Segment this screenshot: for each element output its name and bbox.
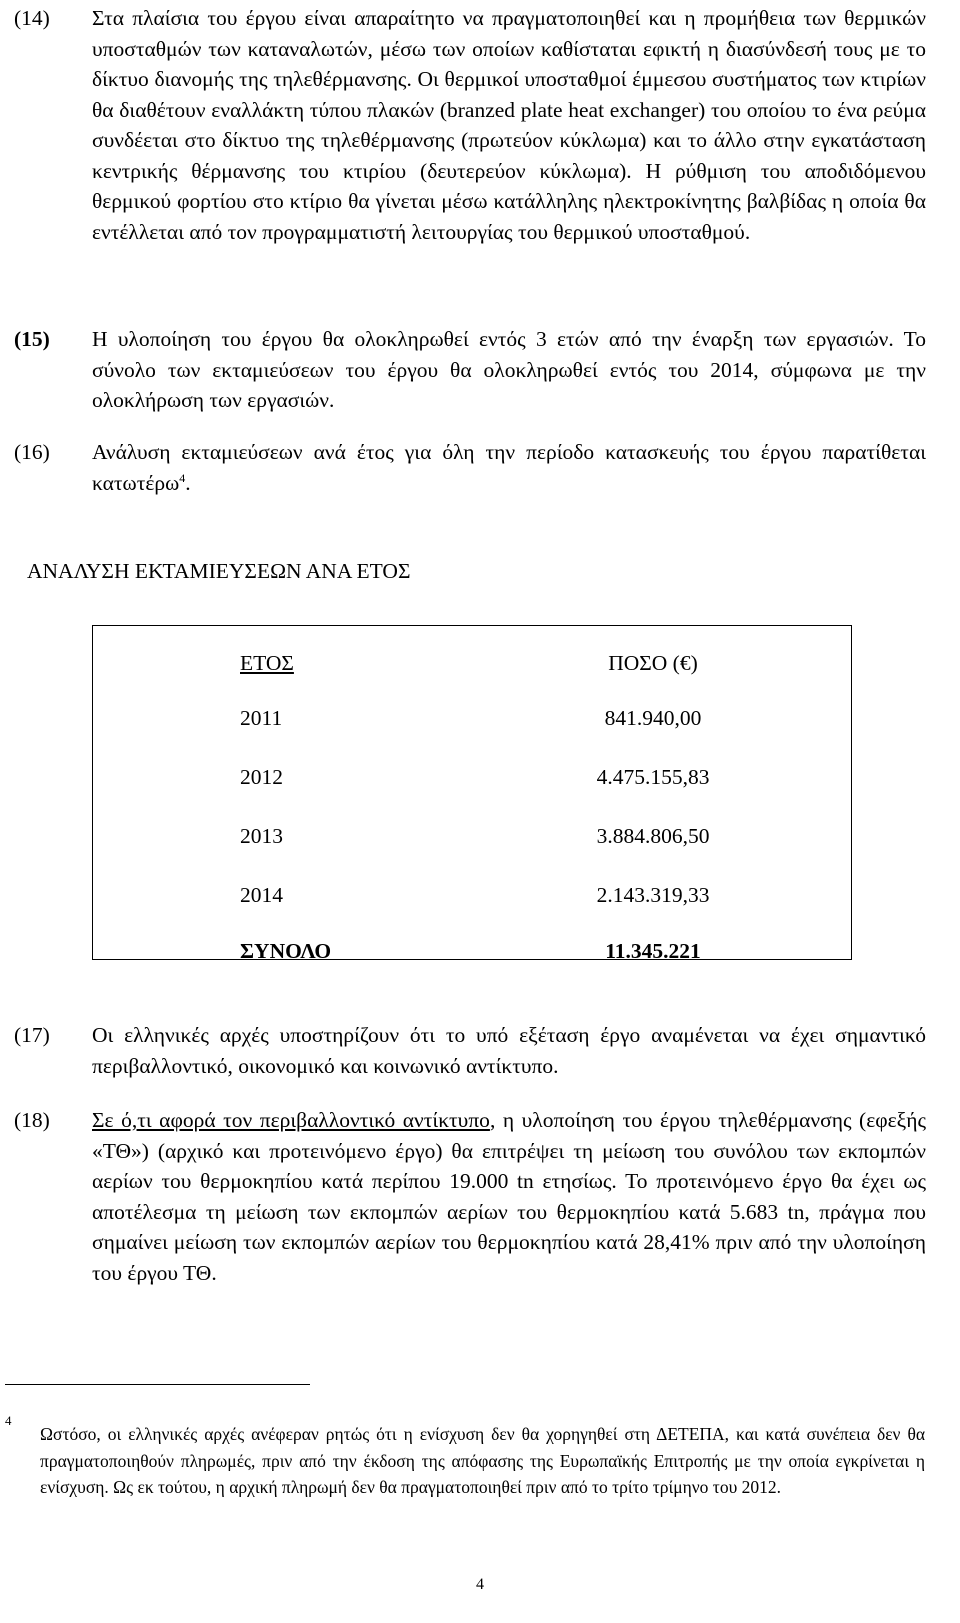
cell-amount: 841.940,00 xyxy=(604,706,702,730)
paragraph-17 xyxy=(14,1020,926,1081)
cell-year: 2012 xyxy=(240,765,283,789)
cell-year: 2013 xyxy=(240,824,283,848)
footnote-reference[interactable]: 4 xyxy=(179,470,186,485)
cell-amount: 2.143.319,33 xyxy=(596,883,710,907)
total-label: ΣΥΝΟΛΟ xyxy=(240,939,332,963)
footnote xyxy=(5,1413,925,1501)
paragraph-14 xyxy=(14,3,926,247)
paragraph-16 xyxy=(14,437,926,498)
disbursement-table xyxy=(92,625,852,963)
table-row xyxy=(93,880,851,910)
cell-amount: 4.475.155,83 xyxy=(596,765,710,789)
footnote-mark: 4 xyxy=(5,1413,12,1428)
header-year: ΕΤΟΣ xyxy=(240,651,294,675)
paragraph-text: Οι ελληνικές αρχές υποστηρίζουν ότι το υπό εξέταση έργο αναμένεται να έχει σημαντικό περιβαλλοντικό, οικονομικό και κοινωνικό αντίκτυπο. xyxy=(92,1023,926,1078)
paragraph-number: (18) xyxy=(14,1108,50,1132)
cell-year: 2014 xyxy=(240,883,283,907)
paragraph-text xyxy=(92,437,926,498)
page-number: 4 xyxy=(476,1576,484,1593)
paragraph-number: (15) xyxy=(14,327,50,351)
footnote-separator xyxy=(5,1384,310,1385)
underlined-heading: Σε ό,τι αφορά τον περιβαλλοντικό αντίκτυπο xyxy=(92,1108,490,1132)
footnote-text: Ωστόσο, οι ελληνικές αρχές ανέφεραν ρητώς ότι η ενίσχυση δεν θα χορηγηθεί στη ΔΕΤΕΠΑ, και κατά συνέπεια δεν θα πραγματοποιηθούν πληρωμές, πριν από την έκδοση της απόφασης της Ευρωπαϊκής Επιτροπής με την οποία εγκρίνεται η ενίσχυση. Ως εκ τούτου, η αρχική πληρωμή δεν θα πραγματοποιηθεί πριν από το τρίτο τρίμηνο του 2012. xyxy=(40,1424,925,1497)
table-row xyxy=(93,762,851,792)
paragraph-text: Στα πλαίσια του έργου είναι απαραίτητο να πραγματοποιηθεί και η προμήθεια των θερμικών υποσταθμών των καταναλωτών, μέσω των οποίων καθίσταται εφικτή η διασύνδεσή τους με το δίκτυο διανομής της τηλεθέρμανσης. Οι θερμικοί υποσταθμοί έμμεσου συστήματος των κτιρίων θα διαθέτουν εναλλάκτη τύπου πλακών (branzed plate heat exchanger) του οποίου το ένα ρεύμα συνδέεται στο δίκτυο της τηλεθέρμανσης (πρωτεύον κύκλωμα) και το άλλο στην εγκατάσταση κεντρικής θέρμανσης του κτιρίου (δευτερεύον κύκλωμα). Η ρύθμιση του αποδιδόμενου θερμικού φορτίου στο κτίριο θα γίνεται μέσω κατάλληλης ηλεκτροκίνητης βαλβίδας η οποία θα εντέλλεται από τον προγραμματιστή λειτουργίας του θερμικού υποσταθμού. xyxy=(92,6,926,244)
table-header-row xyxy=(93,648,851,678)
table-row xyxy=(93,703,851,733)
table-row xyxy=(93,821,851,851)
total-amount: 11.345.221 xyxy=(605,939,701,963)
paragraph-number: (17) xyxy=(14,1023,50,1047)
paragraph-text: Η υλοποίηση του έργου θα ολοκληρωθεί εντός 3 ετών από την έναρξη των εργασιών. Το σύνολο των εκταμιεύσεων του έργου θα ολοκληρωθεί εντός του 2014, σύμφωνα με την ολοκλήρωση των εργασιών. xyxy=(92,327,926,412)
paragraph-body: , η υλοποίηση του έργου τηλεθέρμανσης (εφεξής «ΤΘ») (αρχικό και προτεινόμενο έργο) θα επιτρέψει τη μείωση του συνόλου των εκπομπών αερίων του θερμοκηπίου κατά περίπου 19.000 tn ετησίως. Το προτεινόμενο έργο θα έχει ως αποτέλεσμα τη μείωση των εκπομπών αερίων του θερμοκηπίου κατά 5.683 tn, πράγμα που σημαίνει μείωση των εκπομπών αερίων του θερμοκηπίου κατά 28,41% πριν από την υλοποίηση του έργου ΤΘ. xyxy=(92,1108,927,1285)
table-title: ΑΝΑΛΥΣΗ ΕΚΤΑΜΙΕΥΣΕΩΝ ΑΝΑ ΕΤΟΣ xyxy=(27,559,411,583)
paragraph-text xyxy=(92,1105,926,1288)
paragraph-end: . xyxy=(185,470,191,495)
paragraph-18 xyxy=(14,1105,926,1288)
cell-amount: 3.884.806,50 xyxy=(596,824,710,848)
cell-year: 2011 xyxy=(240,706,283,730)
paragraph-number: (16) xyxy=(14,440,50,464)
table-total-row xyxy=(93,936,851,966)
paragraph-number: (14) xyxy=(14,6,50,30)
header-amount: ΠΟΣΟ (€) xyxy=(608,651,698,675)
paragraph-15 xyxy=(14,324,926,416)
paragraph-body: Ανάλυση εκταμιεύσεων ανά έτος για όλη την περίοδο κατασκευής του έργου παρατίθεται κατωτέρω xyxy=(92,440,926,495)
